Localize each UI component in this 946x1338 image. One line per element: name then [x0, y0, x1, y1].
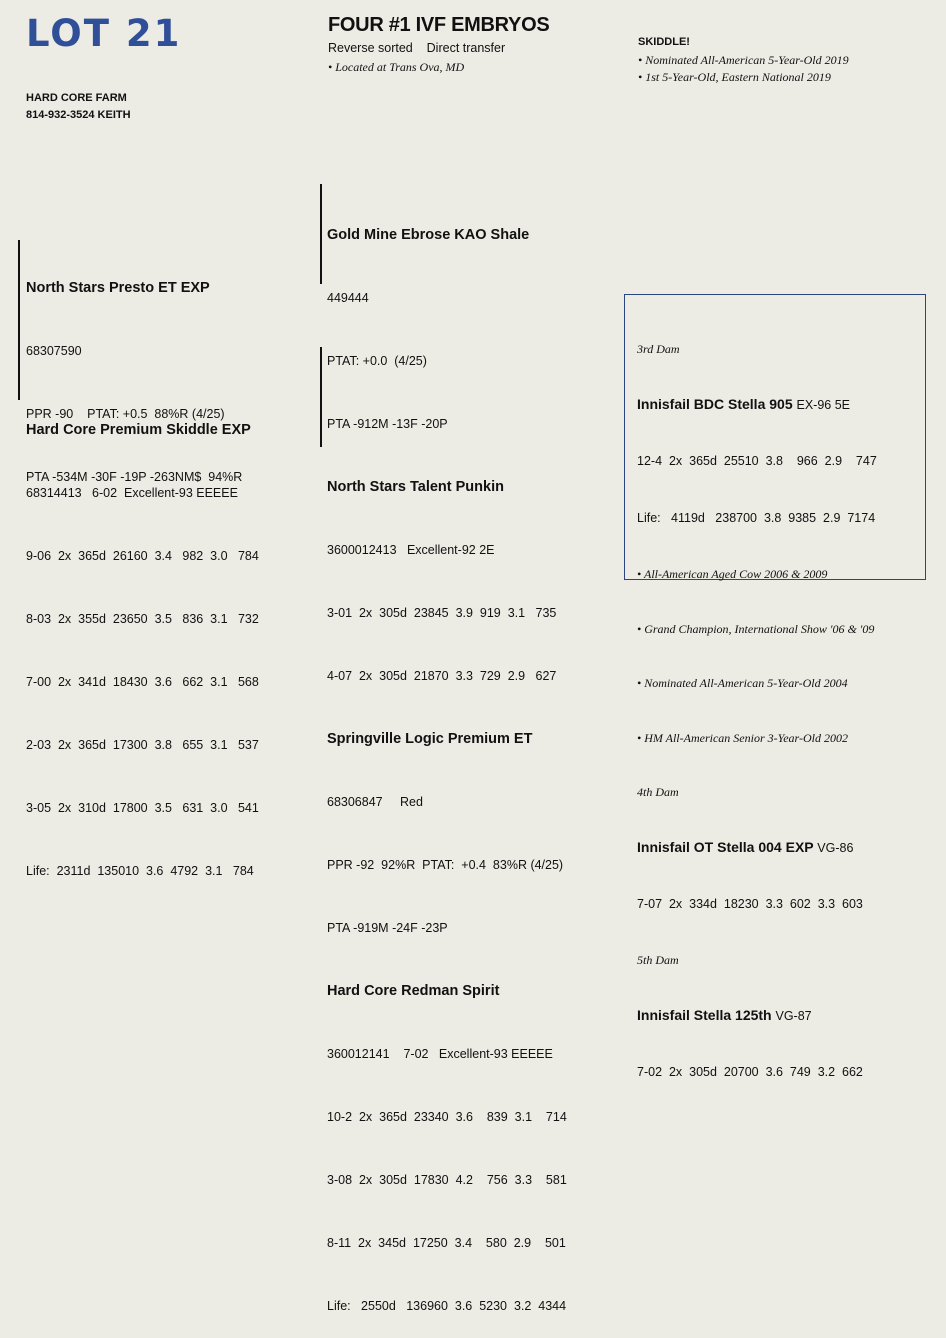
offering-subtitle: Reverse sorted Direct transfer: [328, 41, 506, 55]
pedigree-line: 360012141 7-02 Excellent-93 EEEEE: [327, 1047, 553, 1061]
dam-line: 2-03 2x 365d 17300 3.8 655 3.1 537: [26, 738, 259, 752]
dam-score: EX-96 5E: [796, 398, 851, 412]
third-dam-name: [637, 394, 925, 415]
lot-number: LOT 21: [26, 12, 182, 55]
dam-honor: • Nominated All-American 5-Year-Old 2004: [637, 676, 848, 690]
honor-item: • Nominated All-American 5-Year-Old 2019: [638, 53, 849, 67]
pedigree-line: 3-01 2x 305d 23845 3.9 919 3.1 735: [327, 606, 557, 620]
fourth-dam-name: [637, 837, 925, 858]
dam-name-text: Innisfail OT Stella 004 EXP: [637, 839, 814, 855]
offering-location: • Located at Trans Ova, MD: [328, 60, 465, 74]
dam-record: 7-07 2x 334d 18230 3.3 602 3.3 603: [637, 897, 863, 911]
pedigree-line: PTAT: +0.0 (4/25): [327, 354, 427, 368]
pedigree-line: 10-2 2x 365d 23340 3.6 839 3.1 714: [327, 1110, 567, 1124]
dam-line: 8-03 2x 355d 23650 3.5 836 3.1 732: [26, 612, 259, 626]
sire-line: PTA -534M -30F -19P -263NM$ 94%R: [26, 470, 243, 484]
pedigree-line: 8-11 2x 345d 17250 3.4 580 2.9 501: [327, 1236, 566, 1250]
dam-generation-label: 4th Dam: [637, 785, 679, 799]
honor-item: • 1st 5-Year-Old, Eastern National 2019: [638, 70, 831, 84]
dam-name-text: Innisfail BDC Stella 905: [637, 396, 793, 412]
skiddle-label: SKIDDLE!: [638, 36, 690, 48]
pedigree-name: Hard Core Redman Spirit: [327, 983, 500, 999]
dam-record: 12-4 2x 365d 25510 3.8 966 2.9 747: [637, 454, 877, 468]
dam-honor: • All-American Aged Cow 2006 & 2009: [637, 567, 828, 581]
sire-name: North Stars Presto ET EXP: [26, 280, 210, 296]
pedigree-bracket-left: [18, 240, 20, 400]
pedigree-name: Gold Mine Ebrose KAO Shale: [327, 227, 530, 243]
pedigree-line: 3600012413 Excellent-92 2E: [327, 543, 495, 557]
pedigree-line: 3-08 2x 305d 17830 4.2 756 3.3 581: [327, 1173, 567, 1187]
pedigree-line: 4-07 2x 305d 21870 3.3 729 2.9 627: [327, 669, 557, 683]
dam-honor: • Grand Champion, International Show '06 & '09: [637, 621, 875, 636]
dam-line: 3-05 2x 310d 17800 3.5 631 3.0 541: [26, 801, 259, 815]
dam-block: [26, 378, 259, 903]
pedigree-line: Life: 2550d 136960 3.6 5230 3.2 4344: [327, 1299, 567, 1313]
fifth-dam-name: [637, 1005, 925, 1026]
dam-line: 68314413 6-02 Excellent-93 EEEEE: [26, 486, 238, 500]
pedigree-bracket-bottom: [320, 347, 322, 447]
pedigree-name: North Stars Talent Punkin: [327, 479, 504, 495]
pedigree-center: [327, 183, 567, 1338]
sire-line: PPR -90 PTAT: +0.5 88%R (4/25): [26, 407, 225, 421]
pedigree-line: PTA -912M -13F -20P: [327, 417, 448, 431]
dam-line: 9-06 2x 365d 26160 3.4 982 3.0 784: [26, 549, 259, 563]
dam-score: VG-86: [817, 841, 854, 855]
offering-title: FOUR #1 IVF EMBRYOS: [328, 14, 550, 36]
sire-line: 68307590: [26, 344, 82, 358]
dam-score: VG-87: [775, 1009, 812, 1023]
pedigree-line: 449444: [327, 291, 369, 305]
dam-line: 7-00 2x 341d 18430 3.6 662 3.1 568: [26, 675, 259, 689]
dam-generation-label: 5th Dam: [637, 953, 679, 967]
pedigree-line: PPR -92 92%R PTAT: +0.4 83%R (4/25): [327, 858, 564, 872]
dam-honor: • HM All-American Senior 3-Year-Old 2002: [637, 730, 848, 745]
farm-name: HARD CORE FARM: [26, 92, 127, 104]
skiddle-honors: [638, 52, 849, 86]
dam-record: 7-02 2x 305d 20700 3.6 749 3.2 662: [637, 1065, 863, 1079]
farm-contact: 814-932-3524 KEITH: [26, 109, 131, 121]
dam-record: Life: 4119d 238700 3.8 9385 2.9 7174: [637, 511, 876, 525]
pedigree-line: 68306847 Red: [327, 795, 423, 809]
maternal-dams-box: [624, 294, 926, 1079]
dam-name-text: Innisfail Stella 125th: [637, 1007, 772, 1023]
dam-line: Life: 2311d 135010 3.6 4792 3.1 784: [26, 864, 254, 878]
dam-generation-label: 3rd Dam: [637, 342, 680, 356]
pedigree-name: Springville Logic Premium ET: [327, 731, 533, 747]
farm-info: [26, 90, 131, 124]
pedigree-line: PTA -919M -24F -23P: [327, 921, 448, 935]
dam-name: Hard Core Premium Skiddle EXP: [26, 422, 251, 438]
pedigree-bracket-top: [320, 184, 322, 284]
